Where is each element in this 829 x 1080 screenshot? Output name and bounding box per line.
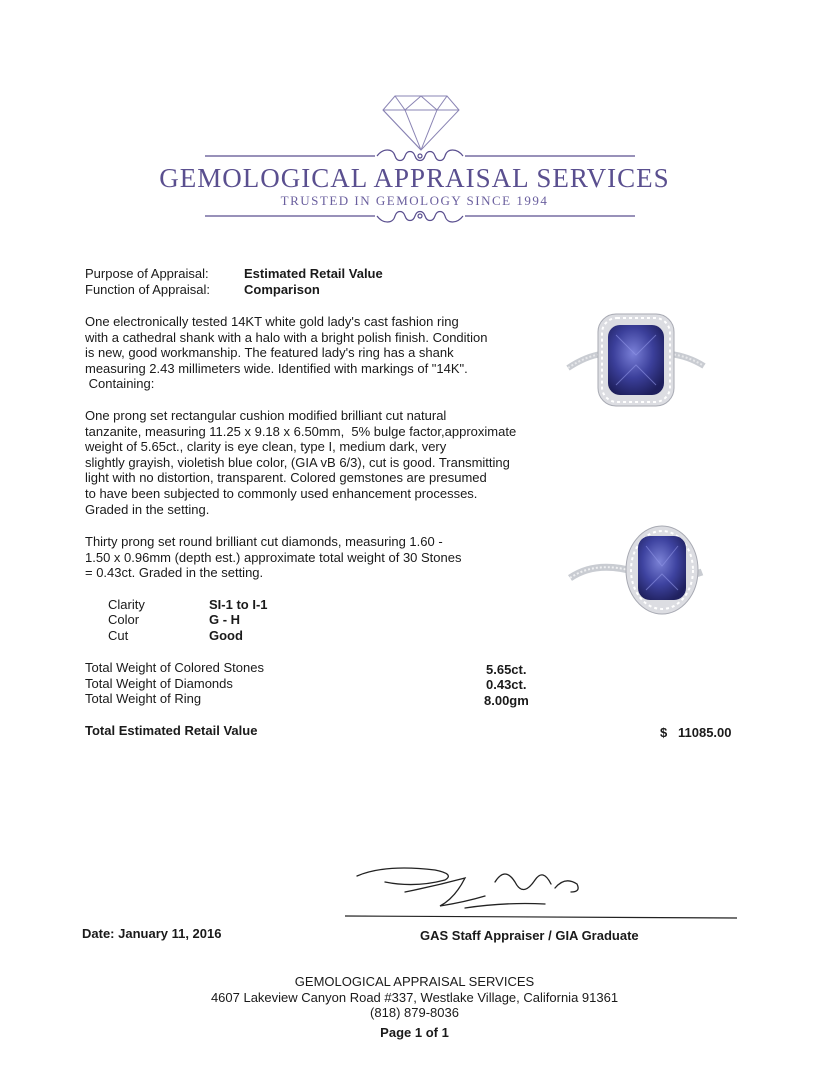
footer-phone: (818) 879-8036 [370, 1005, 459, 1020]
grade-value-cut: Good [209, 628, 243, 643]
total-diamonds-label: Total Weight of Diamonds [85, 676, 233, 691]
total-ring-label: Total Weight of Ring [85, 691, 202, 706]
grade-label-clarity: Clarity [108, 597, 145, 612]
total-colored-label: Total Weight of Colored Stones [85, 660, 264, 675]
footer-address: 4607 Lakeview Canyon Road #337, Westlake Village, California 91361 [210, 990, 619, 1005]
total-diamonds-value: 0.43ct. [486, 677, 527, 692]
appraisal-date: Date: January 11, 2016 [82, 926, 222, 941]
retail-currency: $ [660, 725, 668, 740]
appraiser-title: GAS Staff Appraiser / GIA Graduate [420, 928, 639, 943]
brand-tagline: TRUSTED IN GEMOLOGY SINCE 1994 [280, 193, 549, 208]
ornament-flourish-icon [205, 148, 635, 164]
total-colored-value: 5.65ct. [486, 662, 527, 677]
purpose-value: Estimated Retail Value [244, 266, 383, 281]
brand-name: GEMOLOGICAL APPRAISAL SERVICES [159, 163, 670, 193]
footer-company: GEMOLOGICAL APPRAISAL SERVICES [294, 974, 535, 989]
grade-label-color: Color [108, 612, 140, 627]
total-ring-value: 8.00gm [484, 693, 529, 708]
diamonds-description: Thirty prong set round brilliant cut diamonds, measuring 1.60 - 1.50 x 0.96mm (depth est.) approximate total weight of 30 Stones = 0.43ct. Graded in the setting. [85, 534, 462, 581]
ring-description: One electronically tested 14KT white gold lady's cast fashion ring with a cathedral shank with a halo with a bright polish finish. Condition is new, good workmanship. The featured lady's ring has a shank measuring 2.43 millimeters wide. Identified with markings of "14K". Containing: [85, 314, 488, 392]
ring-photo-top [566, 310, 706, 410]
diamond-logo-icon [381, 94, 461, 152]
retail-amount: 11085.00 [678, 725, 732, 740]
grade-label-cut: Cut [108, 628, 129, 643]
purpose-label: Purpose of Appraisal: [85, 266, 209, 281]
ring-photo-angle [566, 520, 706, 620]
tanzanite-description: One prong set rectangular cushion modified brilliant cut natural tanzanite, measuring 11.25 x 9.18 x 6.50mm, 5% bulge factor,approximate weight of 5.65ct., clarity is eye clean, type I, medium dark, very slightly grayish, violetish blue color, (GIA vB 6/3), cut is good. Transmitting light with no distortion, transparent. Colored gemstones are presumed to have been subjected to commonly used enhancement processes. Graded in the setting. [85, 408, 517, 517]
function-label: Function of Appraisal: [85, 282, 211, 297]
grade-value-clarity: SI-1 to I-1 [209, 597, 268, 612]
page-number: Page 1 of 1 [380, 1025, 449, 1040]
grade-value-color: G - H [209, 612, 241, 627]
retail-value-label: Total Estimated Retail Value [85, 723, 258, 738]
signature-mark [345, 858, 740, 922]
function-value: Comparison [244, 282, 320, 297]
ornament-flourish-icon [205, 208, 635, 224]
